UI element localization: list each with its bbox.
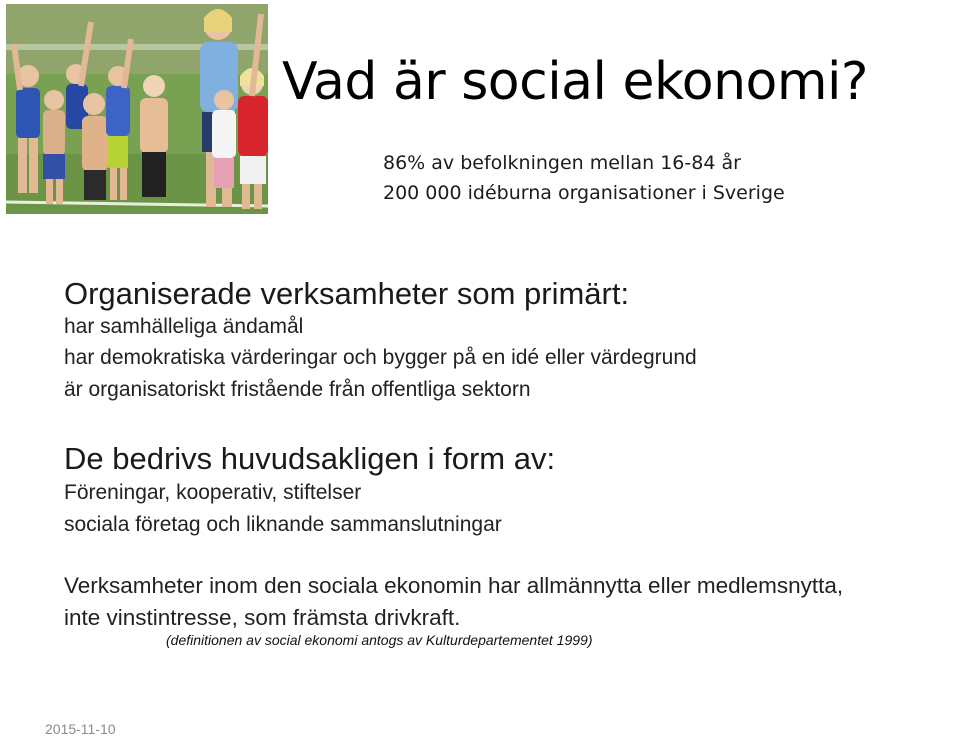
section2-item: sociala företag och liknande sammanslutningar bbox=[64, 513, 502, 536]
section2-heading: De bedrivs huvudsakligen i form av: bbox=[64, 441, 556, 476]
stat-population: 86% av befolkningen mellan 16-84 år bbox=[383, 152, 741, 174]
section1-heading: Organiserade verksamheter som primärt: bbox=[64, 276, 630, 311]
children-sports-photo bbox=[6, 4, 268, 214]
children-sports-illustration bbox=[6, 4, 268, 214]
section3-line: inte vinstintresse, som främsta drivkraft. bbox=[64, 605, 461, 630]
slide-date: 2015-11-10 bbox=[45, 721, 116, 737]
definition-note: (definitionen av social ekonomi antogs av Kulturdepartementet 1999) bbox=[166, 632, 593, 648]
slide-title: Vad är social ekonomi? bbox=[282, 52, 869, 112]
section1-item: har samhälleliga ändamål bbox=[64, 315, 304, 338]
section1-item: har demokratiska värderingar och bygger på en idé eller värdegrund bbox=[64, 346, 697, 369]
section3-line: Verksamheter inom den sociala ekonomin har allmännytta eller medlemsnytta, bbox=[64, 573, 844, 598]
stat-organisations: 200 000 idéburna organisationer i Sverige bbox=[383, 182, 785, 204]
stats-block bbox=[383, 148, 785, 208]
section1-item: är organisatoriskt fristående från offentliga sektorn bbox=[64, 378, 531, 401]
section2-item: Föreningar, kooperativ, stiftelser bbox=[64, 481, 362, 504]
